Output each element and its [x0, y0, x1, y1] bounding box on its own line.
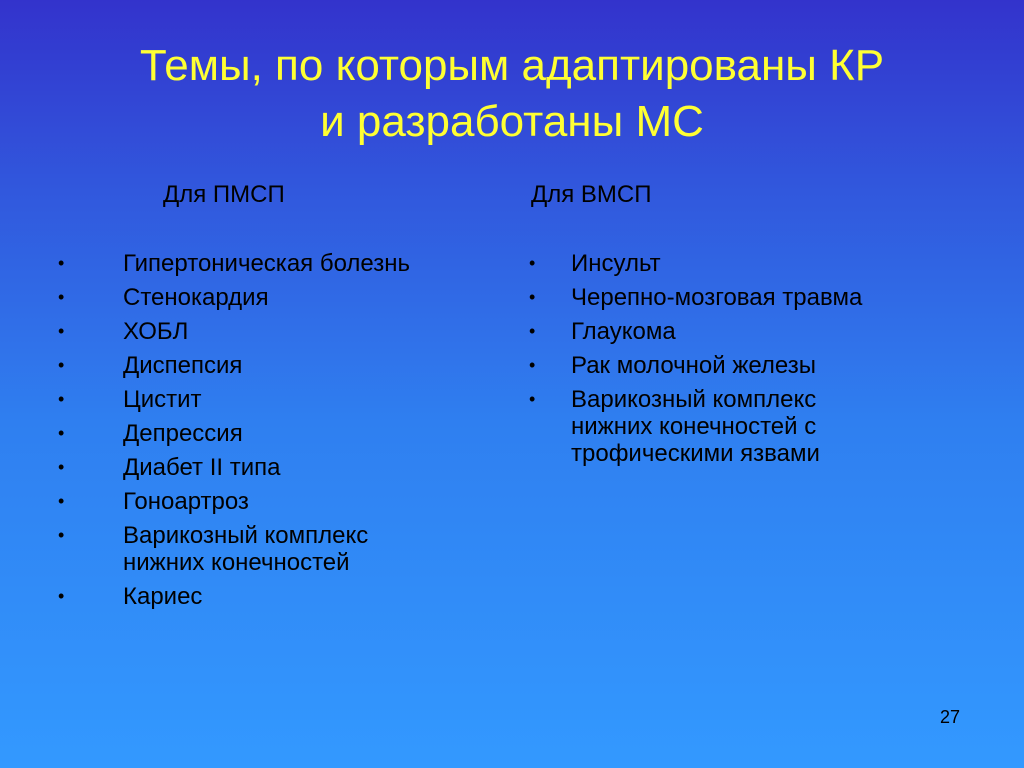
slide-title-line-2: и разработаны МС	[320, 97, 704, 146]
bullet-icon: •	[58, 457, 65, 477]
list-item-text: Кариес	[123, 583, 203, 610]
list-item-text: Черепно-мозговая травма	[571, 284, 863, 311]
list-item	[58, 488, 478, 515]
list-item-text: Диспепсия	[123, 352, 243, 379]
slide-title	[40, 38, 984, 150]
bullet-icon: •	[58, 355, 65, 375]
bullet-icon: •	[529, 287, 536, 307]
bullet-icon: •	[58, 586, 65, 606]
list-item	[58, 522, 478, 576]
list-item-text: ХОБЛ	[123, 318, 189, 345]
bullet-icon: •	[58, 321, 65, 341]
slide-title-line-1: Темы, по которым адаптированы КР	[139, 41, 885, 90]
list-item	[58, 318, 478, 345]
list-item-text: Гипертоническая болезнь	[123, 250, 410, 277]
bullet-icon: •	[58, 287, 65, 307]
list-item	[529, 284, 949, 311]
list-item	[529, 318, 949, 345]
bullet-icon: •	[529, 321, 536, 341]
pmsp-topic-list	[58, 250, 478, 617]
bullet-icon: •	[529, 355, 536, 375]
bullet-icon: •	[58, 423, 65, 443]
bullet-icon: •	[58, 491, 65, 511]
list-item-text: Варикозный комплекс нижних конечностей	[123, 522, 369, 576]
list-item	[529, 352, 949, 379]
list-item-text: Глаукома	[571, 318, 676, 345]
list-item-text: Депрессия	[123, 420, 243, 447]
list-item-text: Цистит	[123, 386, 202, 413]
page-number: 27	[940, 707, 961, 727]
list-item-text: Варикозный комплекс нижних конечностей с трофическими язвами	[571, 386, 820, 467]
list-item	[58, 583, 478, 610]
vmsp-column-heading: Для ВМСП	[531, 181, 652, 208]
list-item	[58, 352, 478, 379]
list-item-text: Рак молочной железы	[571, 352, 817, 379]
list-item	[58, 386, 478, 413]
bullet-icon: •	[529, 389, 536, 409]
list-item-text: Стенокардия	[123, 284, 269, 311]
list-item	[58, 420, 478, 447]
bullet-icon: •	[58, 389, 65, 409]
list-item	[58, 454, 478, 481]
list-item-text: Гоноартроз	[123, 488, 249, 515]
list-item	[529, 386, 949, 467]
list-item	[529, 250, 949, 277]
bullet-icon: •	[58, 525, 65, 545]
bullet-icon: •	[529, 253, 536, 273]
list-item	[58, 250, 478, 277]
pmsp-column-heading: Для ПМСП	[163, 181, 285, 208]
list-item-text: Диабет II типа	[123, 454, 281, 481]
list-item-text: Инсульт	[571, 250, 661, 277]
vmsp-topic-list	[529, 250, 949, 474]
list-item	[58, 284, 478, 311]
bullet-icon: •	[58, 253, 65, 273]
